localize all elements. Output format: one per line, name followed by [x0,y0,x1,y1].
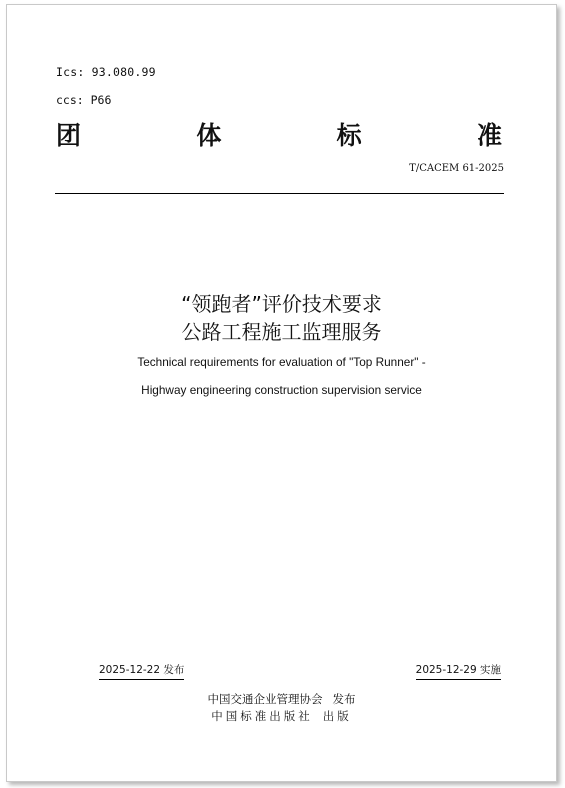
title-zh-line1: “领跑者”评价技术要求 [181,292,382,316]
publish-date: 2025-12-22 发布 [99,662,184,680]
publisher-org: 中国交通企业管理协会 [207,692,323,706]
title-en-line2: Highway engineering construction supervision service [141,383,422,397]
document-page [6,4,557,782]
standard-number: T/CACEM 61-2025 [409,163,504,174]
group-standard-heading [56,121,502,151]
ics-code: Ics: 93.080.99 [56,65,156,79]
heading-char: 团 [56,121,82,150]
title-zh-line2: 公路工程施工监理服务 [181,320,382,344]
press-action: 出版 [322,709,352,723]
publisher-action: 发布 [332,692,356,706]
heading-char: 体 [196,121,222,150]
heading-char: 准 [476,121,502,150]
heading-char: 标 [336,121,362,150]
publisher-line [7,691,556,707]
press-line [7,708,556,724]
title-en-line1: Technical requirements for evaluation of "Top Runner" - [137,355,426,369]
press-name: 中国标准出版社 [211,709,313,723]
ccs-code: ccs: P66 [56,93,112,107]
implement-date: 2025-12-29 实施 [416,662,501,680]
header-divider [55,193,504,194]
